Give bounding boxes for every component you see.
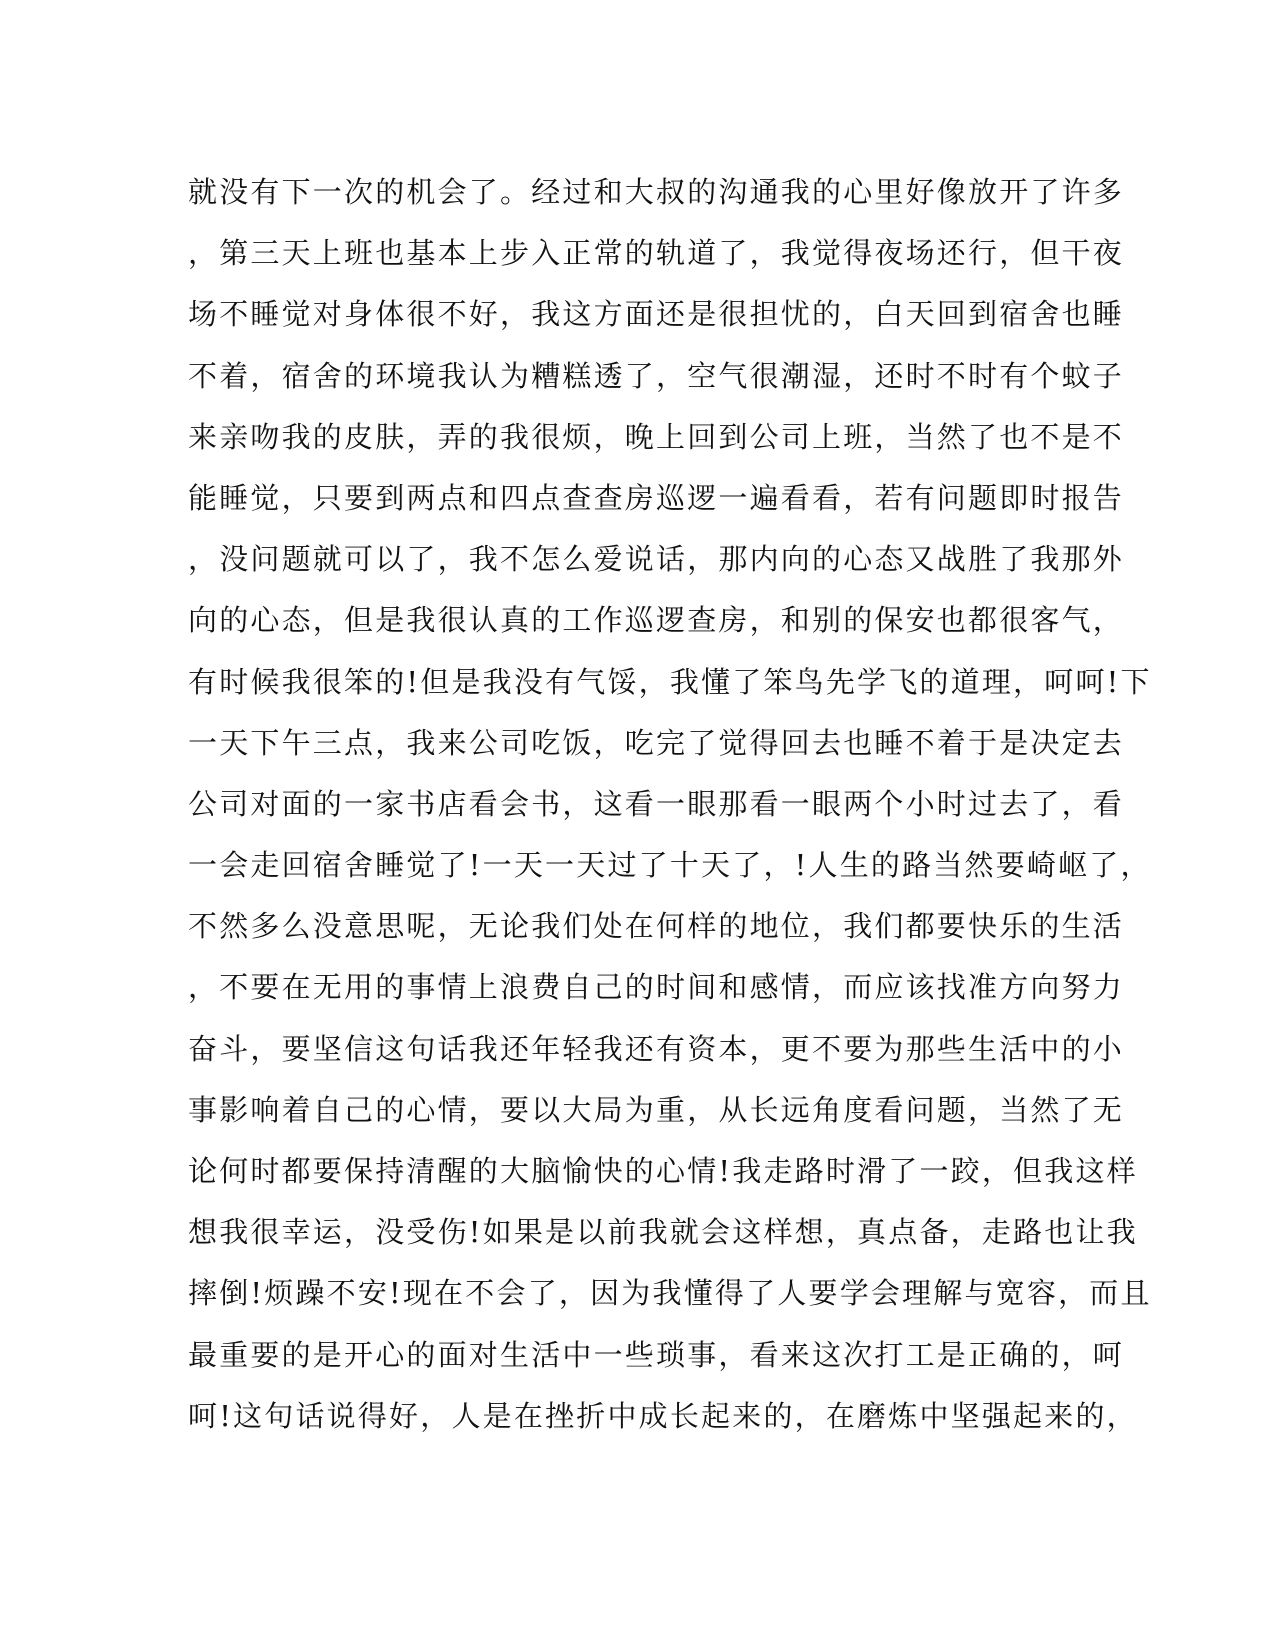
text-line-13: 不然多么没意思呢，无论我们处在何样的地位，我们都要快乐的生活 xyxy=(188,909,1125,944)
text-line-8: 向的心态，但是我很认真的工作巡逻查房，和别的保安也都很客气， xyxy=(188,603,1125,638)
text-line-15: 奋斗，要坚信这句话我还年轻我还有资本，更不要为那些生活中的小 xyxy=(188,1031,1125,1066)
text-line-10: 一天下午三点，我来公司吃饭，吃完了觉得回去也睡不着于是决定去 xyxy=(188,725,1125,760)
text-line-14: ，不要在无用的事情上浪费自己的时间和感情，而应该找准方向努力 xyxy=(188,970,1125,1005)
text-line-1: 就没有下一次的机会了。经过和大叔的沟通我的心里好像放开了许多 xyxy=(188,175,1125,209)
text-line-11: 公司对面的一家书店看会书，这看一眼那看一眼两个小时过去了，看 xyxy=(188,786,1125,821)
body-text xyxy=(188,162,1152,1447)
text-line-5: 来亲吻我的皮肤，弄的我很烦，晚上回到公司上班，当然了也不是不 xyxy=(188,419,1125,454)
text-line-20: 最重要的是开心的面对生活中一些琐事，看来这次打工是正确的，呵 xyxy=(188,1337,1125,1372)
text-line-7: ，没问题就可以了，我不怎么爱说话，那内向的心态又战胜了我那外 xyxy=(188,542,1125,577)
text-line-12: 一会走回宿舍睡觉了!一天一天过了十天了，!人生的路当然要崎岖了， xyxy=(188,848,1152,883)
text-line-18: 想我很幸运，没受伤!如果是以前我就会这样想，真点备，走路也让我 xyxy=(188,1215,1138,1250)
text-line-21: 呵!这句话说得好，人是在挫折中成长起来的，在磨炼中坚强起来的， xyxy=(188,1398,1138,1433)
text-line-3: 场不睡觉对身体很不好，我这方面还是很担忧的，白天回到宿舍也睡 xyxy=(188,297,1125,332)
text-line-17: 论何时都要保持清醒的大脑愉快的心情!我走路时滑了一跤，但我这样 xyxy=(188,1154,1138,1188)
text-line-9: 有时候我很笨的!但是我没有气馁，我懂了笨鸟先学飞的道理，呵呵!下 xyxy=(188,664,1152,699)
text-line-4: 不着，宿舍的环境我认为糟糕透了，空气很潮湿，还时不时有个蚊子 xyxy=(188,358,1125,393)
text-line-19: 摔倒!烦躁不安!现在不会了，因为我懂得了人要学会理解与宽容，而且 xyxy=(188,1276,1152,1311)
text-line-6: 能睡觉，只要到两点和四点查查房巡逻一遍看看，若有问题即时报告 xyxy=(188,480,1125,515)
text-line-16: 事影响着自己的心情，要以大局为重，从长远角度看问题，当然了无 xyxy=(188,1092,1125,1127)
text-line-2: ，第三天上班也基本上步入正常的轨道了，我觉得夜场还行，但干夜 xyxy=(188,236,1125,271)
